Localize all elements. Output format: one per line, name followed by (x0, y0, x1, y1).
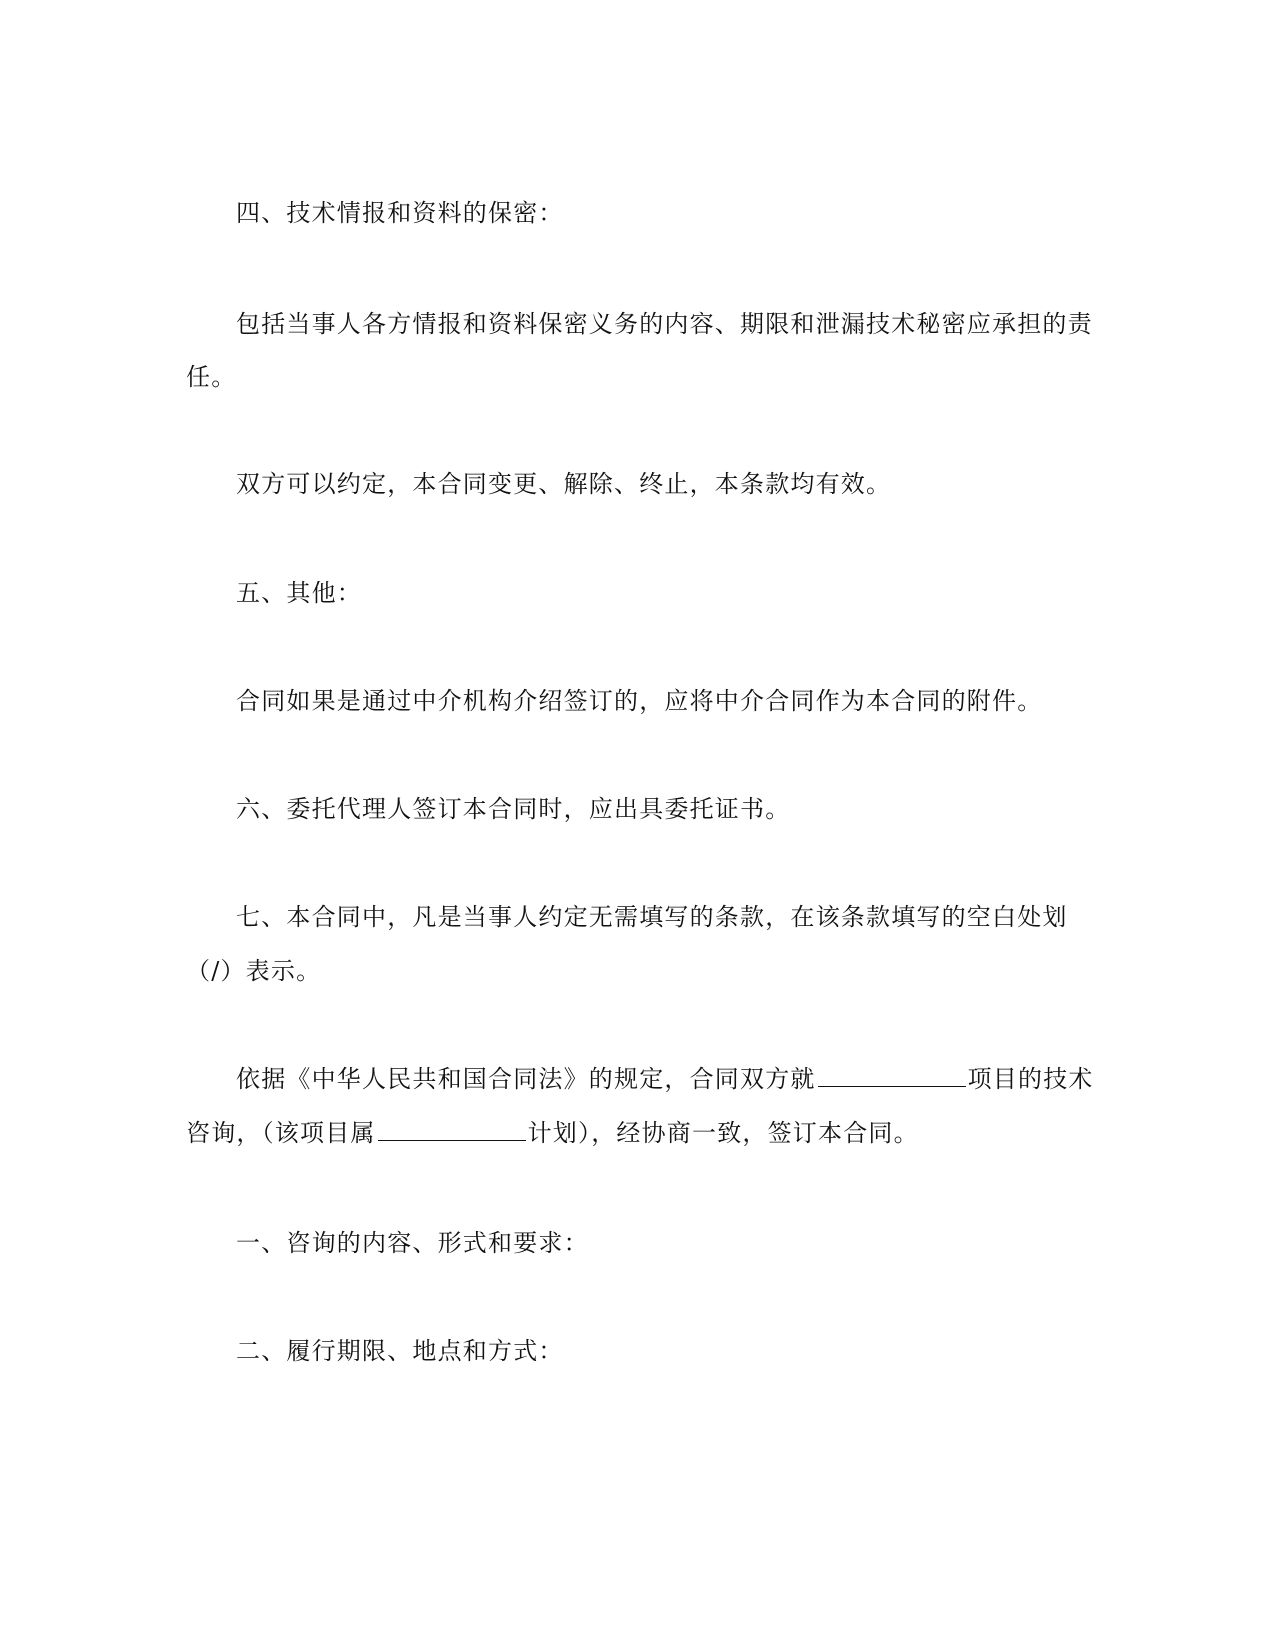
basis-paragraph-line-1 (236, 1064, 1094, 1094)
intermediary-paragraph: 合同如果是通过中介机构介绍签订的，应将中介合同作为本合同的附件。 (236, 687, 1043, 715)
confidentiality-paragraph-line-2: 任。 (186, 363, 237, 391)
project-name-blank[interactable] (818, 1064, 966, 1087)
confidentiality-paragraph-line-1: 包括当事人各方情报和资料保密义务的内容、期限和泄漏技术秘密应承担的责 (236, 310, 1093, 338)
basis-text-b: 项目的技术 (967, 1065, 1094, 1093)
basis-paragraph-line-2 (186, 1118, 919, 1148)
section-six-paragraph: 六、委托代理人签订本合同时，应出具委托证书。 (236, 795, 791, 823)
plan-name-blank[interactable] (378, 1118, 526, 1141)
basis-text-c: 咨询，（该项目属 (186, 1119, 376, 1147)
basis-text-d: 计划），经协商一致，签订本合同。 (527, 1119, 919, 1147)
section-four-heading: 四、技术情报和资料的保密： (236, 199, 564, 227)
section-seven-paragraph-line-2: （/）表示。 (186, 957, 322, 985)
section-one-heading: 一、咨询的内容、形式和要求： (236, 1229, 589, 1257)
section-seven-paragraph-line-1: 七、本合同中，凡是当事人约定无需填写的条款，在该条款填写的空白处划 (236, 903, 1068, 931)
basis-text-a: 依据《中华人民共和国合同法》的规定，合同双方就 (236, 1065, 816, 1093)
section-five-heading: 五、其他： (236, 579, 362, 607)
section-two-heading: 二、履行期限、地点和方式： (236, 1337, 564, 1365)
validity-paragraph: 双方可以约定，本合同变更、解除、终止，本条款均有效。 (236, 470, 892, 498)
